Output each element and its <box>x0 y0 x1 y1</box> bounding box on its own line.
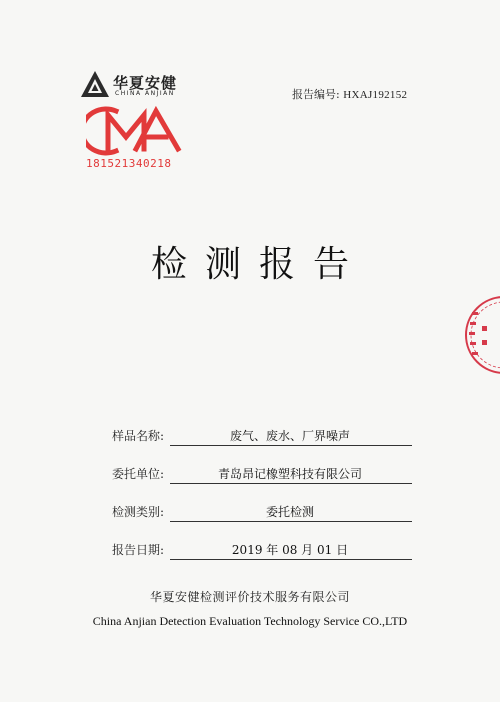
field-report-date <box>112 541 412 563</box>
red-seal-icon <box>462 290 500 380</box>
field-label: 检测类别: <box>112 505 165 519</box>
logo-name-en: CHINA ANJIAN <box>115 90 175 97</box>
field-label: 样品名称: <box>112 429 165 443</box>
company-name-cn: 华夏安健检测评价技术服务有限公司 <box>149 590 350 604</box>
logo-name-cn: 华夏安健 <box>113 74 178 92</box>
company-name-en: China Anjian Detection Evaluation Technology Service CO.,LTD <box>92 614 408 628</box>
field-underline <box>170 445 412 446</box>
field-underline <box>170 521 412 522</box>
report-number <box>292 86 407 102</box>
field-value: 2019 年 08 月 01 日 <box>231 543 349 557</box>
cma-certificate-number: 181521340218 <box>86 157 172 170</box>
report-number-value: HXAJ192152 <box>343 89 408 101</box>
field-value: 废气、废水、厂界噪声 <box>229 429 350 443</box>
field-value: 青岛昂记橡塑科技有限公司 <box>217 467 362 481</box>
triangle-logo-icon <box>80 70 110 98</box>
company-logo <box>80 70 200 100</box>
field-label: 委托单位: <box>112 467 165 481</box>
field-test-type <box>112 503 412 525</box>
report-title: 检测报告 <box>150 244 367 285</box>
field-client <box>112 465 412 487</box>
field-label: 报告日期: <box>112 543 165 557</box>
cma-stamp-icon <box>86 103 186 159</box>
field-sample-name <box>112 427 412 449</box>
field-value: 委托检测 <box>265 505 314 519</box>
report-number-label: 报告编号: <box>292 88 340 101</box>
field-underline <box>170 483 412 484</box>
field-underline <box>170 559 412 560</box>
